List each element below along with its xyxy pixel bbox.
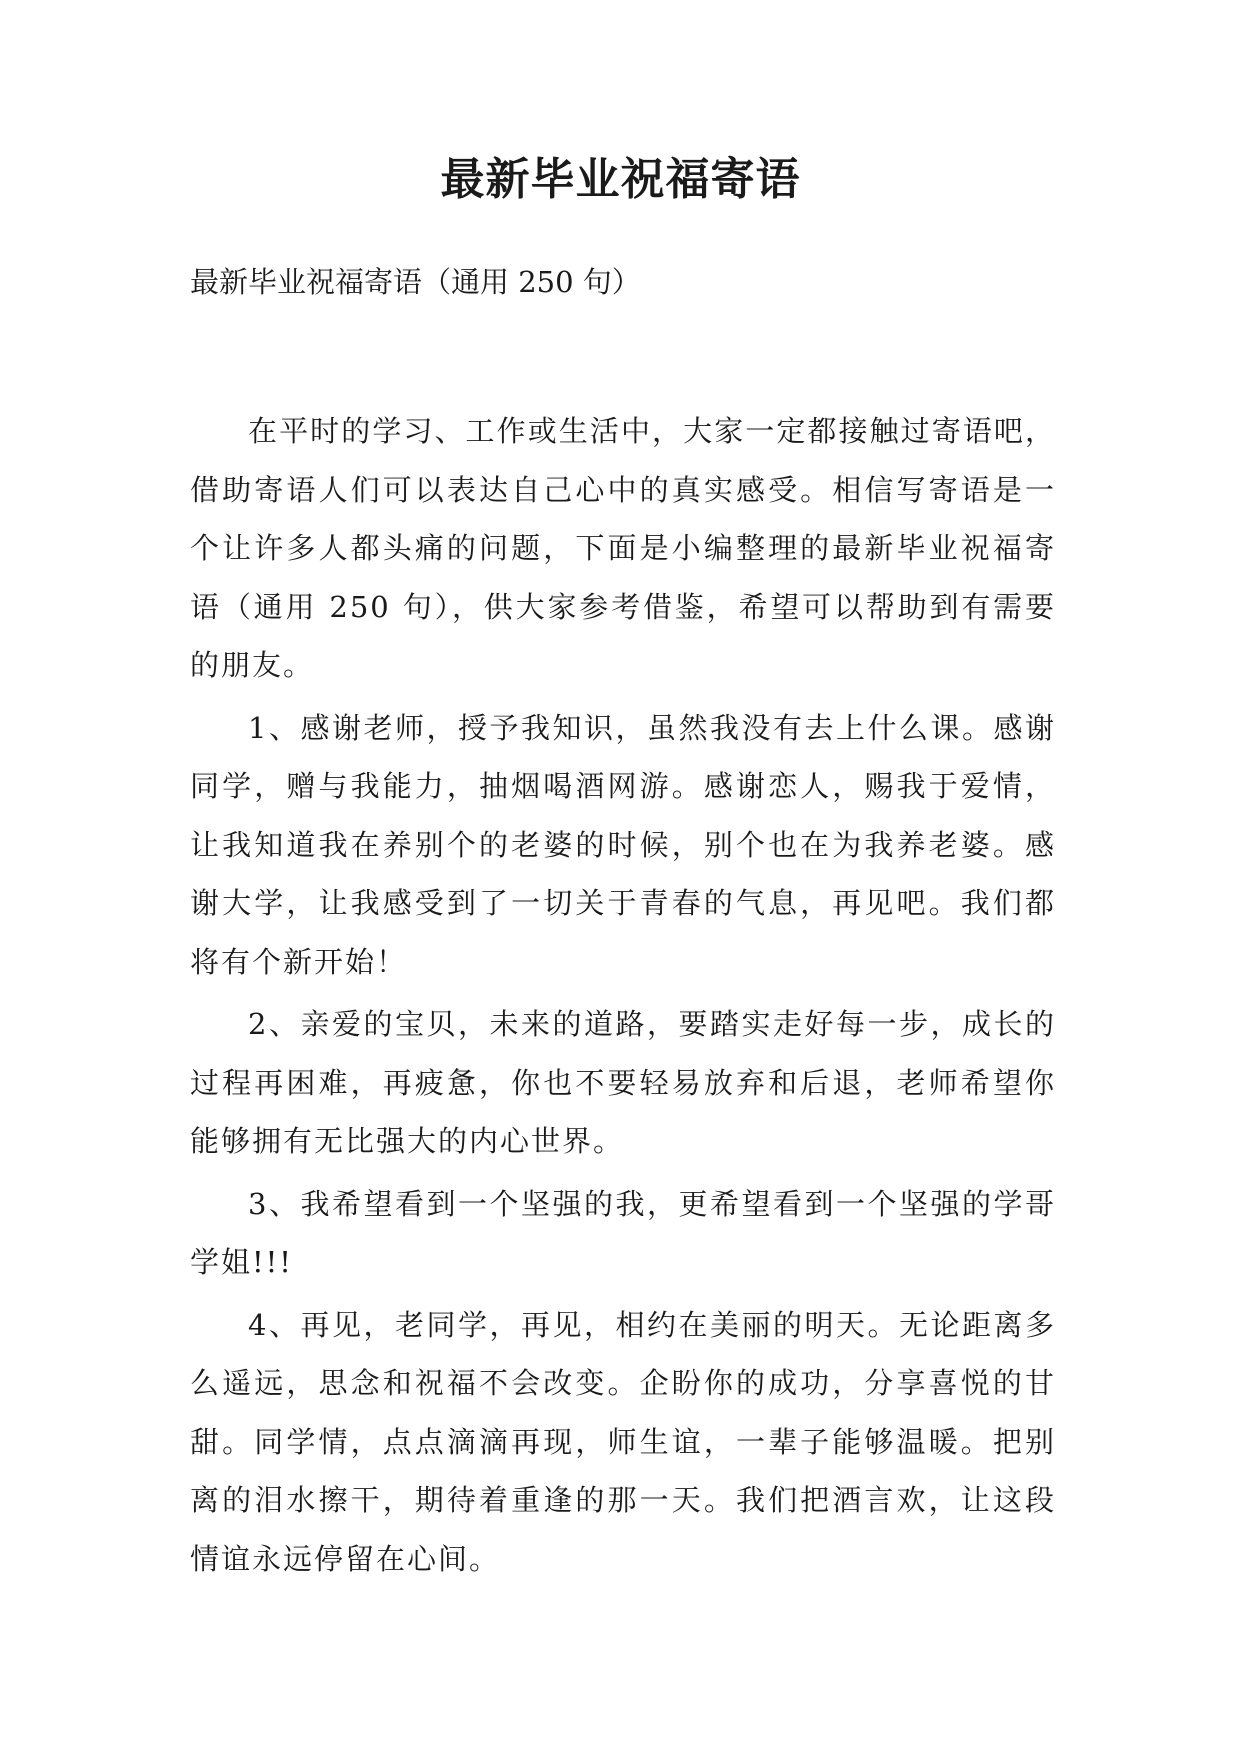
paragraph-1: 1、感谢老师，授予我知识，虽然我没有去上什么课。感谢同学，赠与我能力，抽烟喝酒网游。感谢恋人，赐我于爱情，让我知道我在养别个的老婆的时候，别个也在为我养老婆。感谢大学，让我感受到了一切关于青春的气息，再见吧。我们都将有个新开始！ bbox=[190, 710, 1056, 979]
paragraph-4: 4、再见，老同学，再见，相约在美丽的明天。无论距离多么遥远，思念和祝福不会改变。企盼你的成功，分享喜悦的甘甜。同学情，点点滴滴再现，师生谊，一辈子能够温暖。把别离的泪水擦干，期待着重逢的那一天。我们把酒言欢，让这段情谊永远停留在心间。 bbox=[190, 1307, 1056, 1576]
paragraph-3: 3、我希望看到一个坚强的我，更希望看到一个坚强的学哥学姐!!! bbox=[190, 1186, 1056, 1279]
paragraph-intro: 在平时的学习、工作或生活中，大家一定都接触过寄语吧，借助寄语人们可以表达自己心中的真实感受。相信写寄语是一个让许多人都头痛的问题，下面是小编整理的最新毕业祝福寄语（通用 250 句），供大家参考借鉴，希望可以帮助到有需要的朋友。 bbox=[190, 414, 1056, 682]
document-subtitle: 最新毕业祝福寄语（通用 250 句） bbox=[190, 265, 641, 299]
paragraph-2: 2、亲爱的宝贝，未来的道路，要踏实走好每一步，成长的过程再困难，再疲惫，你也不要轻易放弃和后退，老师希望你能够拥有无比强大的内心世界。 bbox=[190, 1007, 1056, 1158]
document-title: 最新毕业祝福寄语 bbox=[440, 154, 801, 205]
document-body bbox=[190, 402, 1056, 1592]
